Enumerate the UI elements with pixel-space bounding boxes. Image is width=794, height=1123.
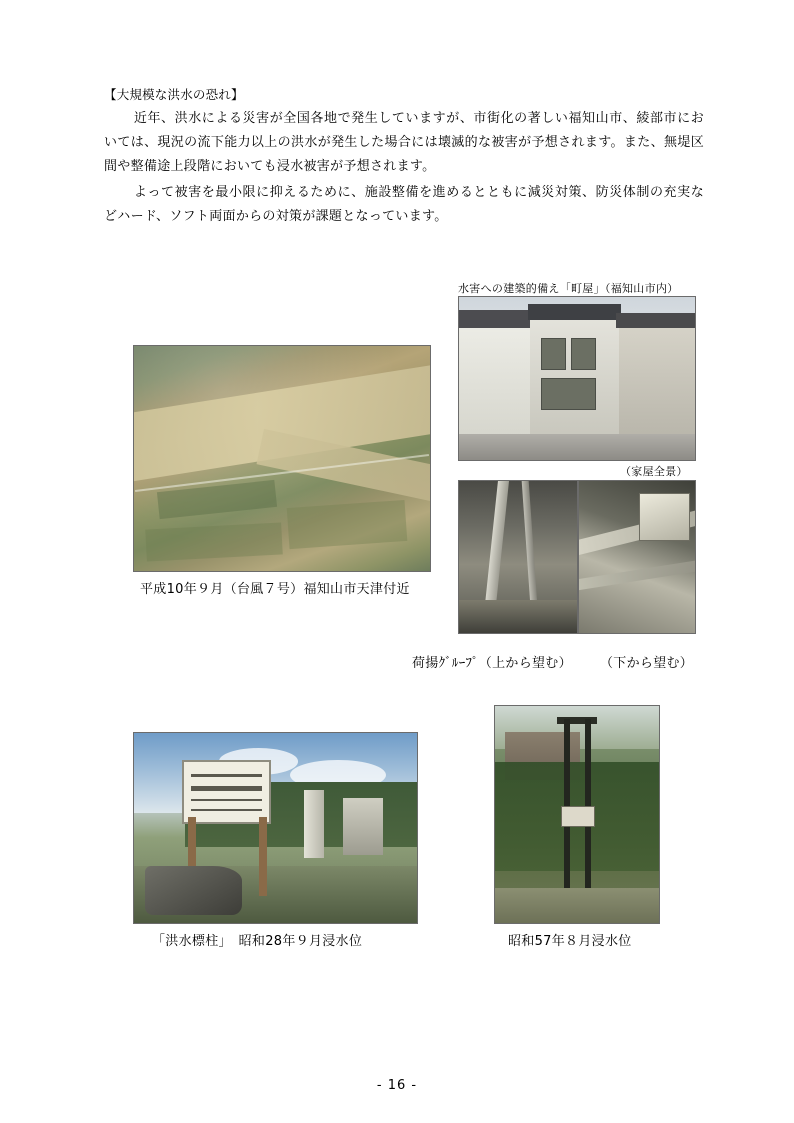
- aerial-field-2: [287, 499, 408, 548]
- machiya-window-1: [541, 338, 566, 369]
- signboard-line-1: [191, 774, 262, 777]
- groove-floor: [459, 600, 577, 633]
- groove-beam-2: [578, 557, 696, 591]
- machiya-window-2: [571, 338, 596, 369]
- pillar-caption: 「洪水標柱」 昭和28年９月浸水位: [152, 934, 363, 949]
- page-number: - 16 -: [376, 1078, 418, 1093]
- signboard-line-3: [191, 799, 262, 801]
- machiya-sub-caption: （家屋全景）: [620, 465, 688, 478]
- machiya-street: [459, 434, 695, 460]
- photo-1982-water-level-marker: [494, 705, 660, 924]
- marker-plate: [561, 806, 596, 828]
- machiya-title-caption: 水害への建築的備え「町屋」（福知山市内）: [458, 282, 679, 295]
- groove-window: [639, 493, 690, 541]
- paragraph-1: 近年、洪水による災害が全国各地で発生していますが、市街化の著しい福知山市、綾部市においては、現況の流下能力以上の洪水が発生した場合には壊滅的な被害が予想されます。また、無堤区間や整備途上段階においても浸水被害が予想されます。: [104, 110, 704, 174]
- marker-caption: 昭和57年８月浸水位: [508, 934, 632, 949]
- marker-base: [495, 888, 659, 923]
- photo-aerial-flood: [133, 345, 431, 572]
- groove-caption-left: 荷揚ｸﾞﾙｰﾌﾟ（上から望む）: [412, 656, 572, 671]
- machiya-building-mid: [530, 304, 620, 438]
- pillar-monument: [304, 790, 324, 858]
- paragraph-2: よって被害を最小限に抑えるために、施設整備を進めるとともに減災対策、防災体制の充実などハード、ソフト両面からの対策が課題となっています。: [104, 184, 704, 224]
- machiya-building-left: [459, 310, 531, 437]
- machiya-roof-left: [459, 310, 530, 328]
- machiya-roof-mid: [528, 304, 621, 320]
- photo-machiya-house: [458, 296, 696, 461]
- machiya-roof-right: [616, 313, 696, 328]
- pillar-stone: [145, 866, 241, 915]
- photo-loading-groove-bottom: [578, 480, 696, 634]
- aerial-caption: 平成10年９月（台風７号）福知山市天津付近: [140, 582, 410, 597]
- photo-flood-marker-pillar: [133, 732, 418, 924]
- signboard-line-2: [191, 786, 262, 791]
- photo-loading-groove-top: [458, 480, 578, 634]
- machiya-building-right: [619, 313, 695, 437]
- signboard-post-right: [259, 817, 267, 897]
- section-heading: 【大規模な洪水の恐れ】: [104, 87, 244, 102]
- groove-caption-right: （下から望む）: [600, 656, 694, 671]
- aerial-field-3: [145, 522, 283, 561]
- pillar-signboard: [182, 760, 271, 825]
- text-block: [104, 86, 704, 229]
- machiya-window-3: [541, 378, 597, 409]
- signboard-line-4: [191, 809, 262, 811]
- pillar-pagoda: [343, 798, 383, 855]
